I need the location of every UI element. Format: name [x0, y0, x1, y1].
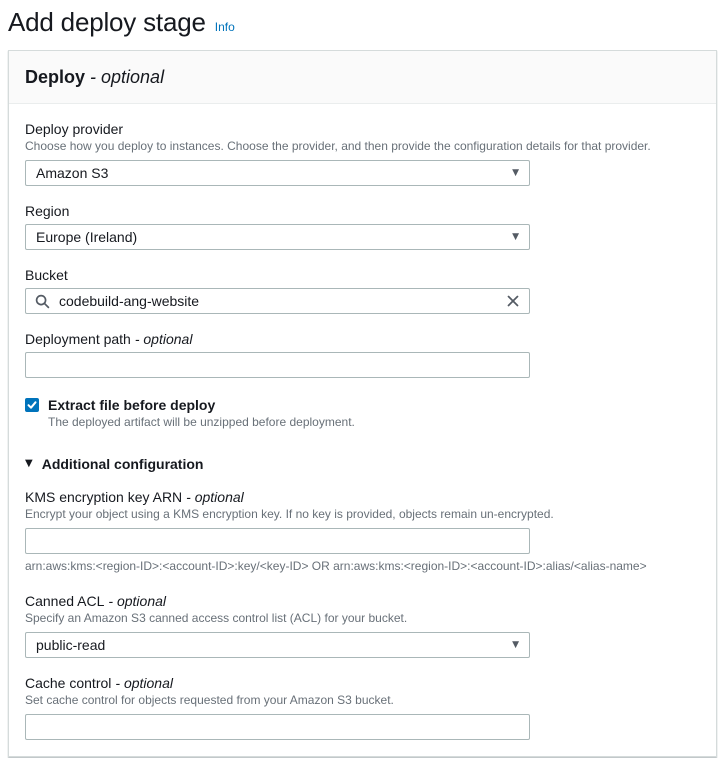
- deploy-panel: [8, 50, 717, 757]
- canned-acl-selected-value: public-read: [36, 637, 106, 653]
- field-canned-acl: [25, 592, 700, 658]
- kms-key-label-text: KMS encryption key ARN: [25, 489, 183, 505]
- field-deployment-path: [25, 330, 700, 378]
- additional-configuration-label: Additional configuration: [41, 456, 204, 472]
- deployment-path-label-text: Deployment path: [25, 331, 131, 347]
- region-label: Region: [25, 203, 70, 219]
- cache-control-description: Set cache control for objects requested from your Amazon S3 bucket.: [25, 693, 394, 707]
- deploy-panel-header: [9, 51, 716, 104]
- clear-icon[interactable]: [506, 294, 520, 308]
- extract-file-description: The deployed artifact will be unzipped before deployment.: [48, 415, 355, 429]
- bucket-search-box: [25, 288, 530, 314]
- panel-title: Deploy: [25, 67, 86, 87]
- canned-acl-select[interactable]: [25, 632, 530, 658]
- canned-acl-label: [25, 592, 700, 610]
- additional-configuration-toggle[interactable]: [25, 456, 700, 472]
- caret-down-icon: ▼: [512, 167, 519, 178]
- field-region: [25, 202, 700, 250]
- region-selected-value: Europe (Ireland): [36, 229, 138, 245]
- caret-down-icon: ▼: [512, 639, 519, 650]
- deployment-path-label-suffix: - optional: [134, 331, 193, 347]
- extract-file-checkbox[interactable]: [25, 398, 39, 412]
- field-cache-control: [25, 674, 700, 740]
- deploy-provider-label: Deploy provider: [25, 121, 124, 137]
- canned-acl-label-suffix: - optional: [108, 593, 166, 609]
- deploy-panel-body: [9, 104, 716, 756]
- cache-control-label: [25, 674, 700, 692]
- kms-key-label-suffix: - optional: [186, 489, 244, 505]
- deployment-path-label: [25, 330, 700, 348]
- cache-control-input[interactable]: [25, 714, 530, 740]
- deploy-provider-select[interactable]: [25, 160, 530, 186]
- bucket-input[interactable]: [57, 289, 506, 313]
- deploy-provider-selected-value: Amazon S3: [36, 165, 109, 181]
- cache-control-label-suffix: - optional: [115, 675, 173, 691]
- kms-key-input[interactable]: [25, 528, 530, 554]
- deploy-provider-description: Choose how you deploy to instances. Choose the provider, and then provide the configuration details for that provider.: [25, 139, 651, 153]
- caret-down-icon: ▼: [25, 458, 33, 469]
- page-header: [8, 0, 717, 38]
- field-extract-file: [25, 396, 700, 430]
- cache-control-label-text: Cache control: [25, 675, 112, 691]
- info-link[interactable]: Info: [214, 20, 235, 34]
- canned-acl-description: Specify an Amazon S3 canned access control list (ACL) for your bucket.: [25, 611, 408, 625]
- extract-file-texts: [48, 396, 355, 430]
- bucket-label: Bucket: [25, 267, 68, 283]
- field-kms-key: [25, 488, 700, 574]
- extract-file-label[interactable]: Extract file before deploy: [48, 397, 216, 413]
- deployment-path-input[interactable]: [25, 352, 530, 378]
- kms-key-description: Encrypt your object using a KMS encryption key. If no key is provided, objects remain un-encrypted.: [25, 507, 554, 521]
- field-deploy-provider: [25, 120, 700, 186]
- kms-key-label: [25, 488, 700, 506]
- canned-acl-label-text: Canned ACL: [25, 593, 105, 609]
- kms-key-constraint-text: arn:aws:kms:<region-ID>:<account-ID>:key/<key-ID> OR arn:aws:kms:<region-ID>:<account-ID>:alias/<alias-name>: [25, 559, 647, 573]
- region-select[interactable]: [25, 224, 530, 250]
- check-icon: [27, 400, 37, 410]
- panel-title-suffix: - optional: [90, 67, 165, 87]
- search-icon: [35, 294, 50, 309]
- page-title: Add deploy stage: [8, 7, 206, 37]
- caret-down-icon: ▼: [512, 231, 519, 242]
- field-bucket: [25, 266, 700, 314]
